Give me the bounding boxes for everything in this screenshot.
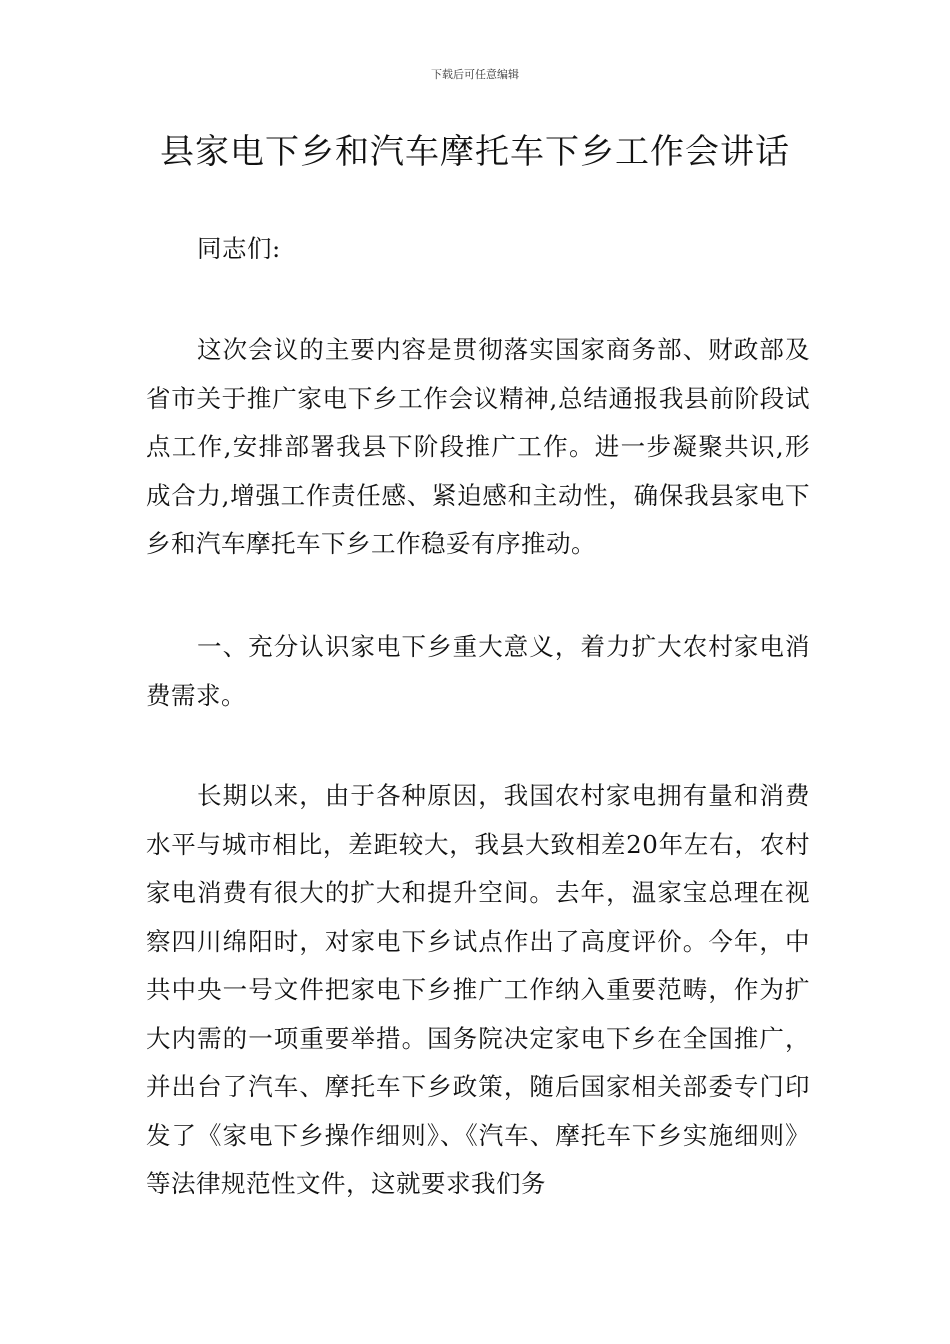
header-note: 下载后可任意编辑 bbox=[431, 68, 519, 81]
paragraph-intro: 这次会议的主要内容是贯彻落实国家商务部、财政部及省市关于推广家电下乡工作会议精神,总结通报我县前阶段试点工作,安排部署我县下阶段推广工作。进一步凝聚共识,形成合力,增强工作责任感、紧迫感和主动性，确保我县家电下乡和汽车摩托车下乡工作稳妥有序推动。 bbox=[146, 335, 810, 558]
paragraph-background: 长期以来，由于各种原因，我国农村家电拥有量和消费水平与城市相比，差距较大，我县大致相差20年左右，农村家电消费有很大的扩大和提升空间。去年，温家宝总理在视察四川绵阳时，对家电下乡试点作出了高度评价。今年，中共中央一号文件把家电下乡推广工作纳入重要范畴，作为扩大内需的一项重要举措。国务院决定家电下乡在全国推广，并出台了汽车、摩托车下乡政策，随后国家相关部委专门印发了《家电下乡操作细则》、《汽车、摩托车下乡实施细则》等法律规范性文件，这就要求我们务 bbox=[146, 781, 810, 1198]
section-heading-1: 一、充分认识家电下乡重大意义，着力扩大农村家电消费需求。 bbox=[146, 632, 810, 710]
document-title: 县家电下乡和汽车摩托车下乡工作会讲话 bbox=[160, 132, 790, 172]
salutation: 同志们: bbox=[197, 234, 281, 263]
